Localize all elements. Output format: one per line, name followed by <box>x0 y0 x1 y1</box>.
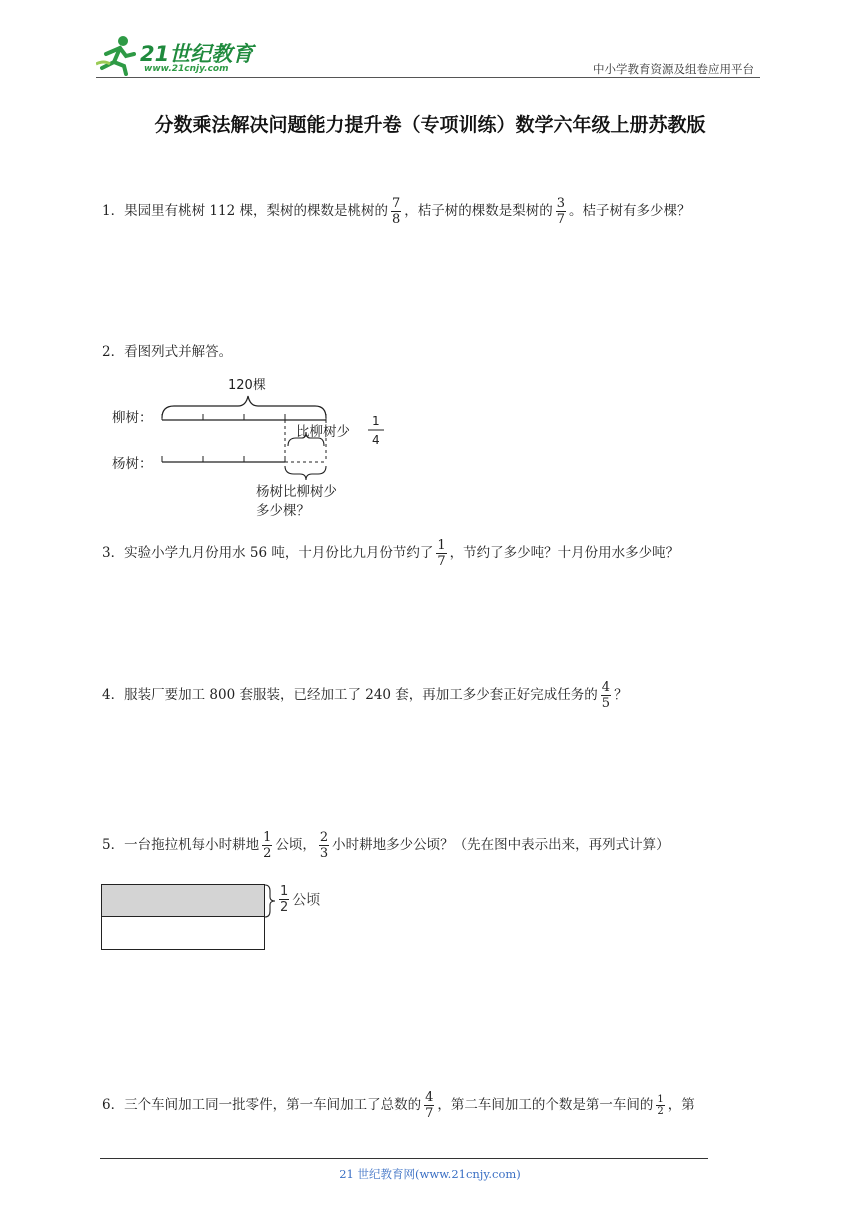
fraction: $\frac{1}{7}$ <box>437 538 446 569</box>
area-diagram <box>101 884 265 950</box>
fraction: $\frac{1}{2}$ <box>657 1094 664 1117</box>
line-segment-diagram <box>110 372 410 522</box>
question-4: 4．服装厂要加工 800 套服装，已经加工了 240 套，再加工多少套正好完成任务的 $\frac{4}{5}$ ？ <box>102 680 628 711</box>
question-2: 2．看图列式并解答。 <box>102 344 233 360</box>
logo-url: www.21cnjy.com <box>144 64 229 74</box>
fraction: $\frac{1}{2}$ <box>280 884 289 915</box>
total-label: 120棵 <box>228 378 266 393</box>
question-5: 5．一台拖拉机每小时耕地 $\frac{1}{2}$ 公顷， $\frac{2}{3}$ 小时耕地多少公顷？（先在图中表示出来，再列式计算） <box>102 830 670 861</box>
fraction: $\frac{1}{2}$ <box>263 830 272 861</box>
runner-logo-icon <box>96 34 136 76</box>
fraction: $\frac{3}{7}$ <box>556 196 566 227</box>
fraction: $\frac{2}{3}$ <box>319 830 329 861</box>
question-6: 6．三个车间加工同一批零件，第一车间加工了总数的 $\frac{4}{7}$ ，第二车间加工的个数是第一车间的 $\frac{1}{2}$ ，第 <box>102 1090 695 1121</box>
question-3: 3．实验小学九月份用水 56 吨，十月份比九月份节约了 $\frac{1}{7}$ ，节约了多少吨？十月份用水多少吨？ <box>102 538 680 569</box>
logo-text: 21世纪教育 <box>140 42 254 66</box>
row-label-willow: 柳树： <box>112 410 153 426</box>
half-label: $\frac{1}{2}$ 公顷 <box>280 884 321 915</box>
question-label-2: 多少棵？ <box>256 503 310 519</box>
fraction: $\frac{7}{8}$ <box>391 196 401 227</box>
fraction: $\frac{4}{5}$ <box>601 680 611 711</box>
less-label: 比柳树少 <box>296 424 350 440</box>
footer-rule <box>100 1158 708 1159</box>
logo <box>96 34 266 78</box>
fraction-den: 4 <box>372 433 380 447</box>
header-rule <box>96 77 760 78</box>
question-1: 1．果园里有桃树 112 棵，梨树的棵数是桃树的 $\frac{7}{8}$ ，桔子树的棵数是梨树的 $\frac{3}{7}$ 。桔子树有多少棵？ <box>102 196 691 227</box>
willow-line <box>162 414 326 420</box>
fraction: $\frac{4}{7}$ <box>425 1090 434 1121</box>
footer-text: 21 世纪教育网(www.21cnjy.com) <box>339 1167 521 1181</box>
question-label-1: 杨树比柳树少 <box>256 484 337 500</box>
page-title: 分数乘法解决问题能力提升卷（专项训练）数学六年级上册苏教版 <box>154 114 706 136</box>
row-label-poplar: 杨树： <box>112 456 153 472</box>
header-tagline: 中小学教育资源及组卷应用平台 <box>593 62 754 76</box>
poplar-line <box>162 456 326 462</box>
question-brace <box>285 466 326 480</box>
fraction-num: 1 <box>372 414 380 428</box>
shaded-half <box>102 885 264 917</box>
